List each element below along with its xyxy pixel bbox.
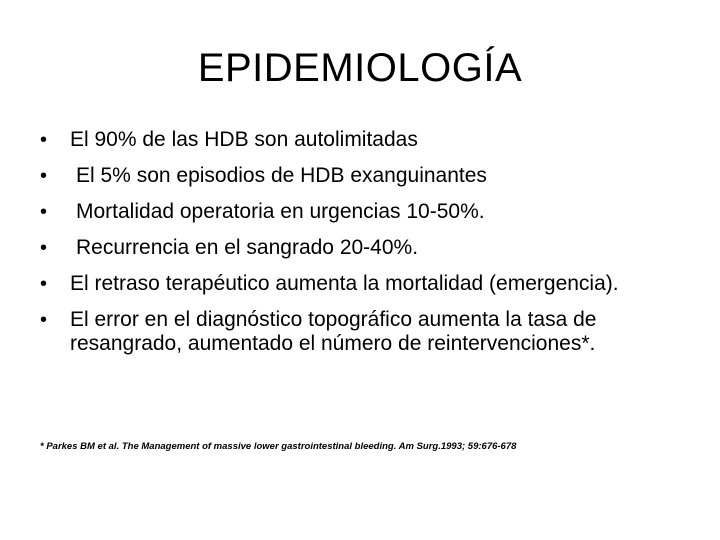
- slide-title: EPIDEMIOLOGÍA: [197, 46, 523, 90]
- bullet-item: [40, 236, 680, 260]
- bullet-icon: •: [40, 165, 48, 187]
- bullet-text: Recurrencia en el sangrado 20-40%.: [76, 236, 419, 259]
- bullet-text: El error en el diagnóstico topográfico aumenta la tasa de resangrado, aumentado el número de reintervenciones*.: [70, 308, 597, 355]
- bullet-item: [40, 308, 680, 356]
- bullet-icon: •: [40, 201, 48, 223]
- footnote-citation: * Parkes BM et al. The Management of massive lower gastrointestinal bleeding. Am Surg.1993; 59:676-678: [40, 441, 517, 452]
- bullet-item: [40, 164, 680, 188]
- bullet-text: El 90% de las HDB son autolimitadas: [70, 128, 418, 151]
- bullet-item: [40, 200, 680, 224]
- bullet-text: Mortalidad operatoria en urgencias 10-50%.: [76, 200, 485, 223]
- bullet-icon: •: [40, 237, 48, 259]
- bullet-text: El retraso terapéutico aumenta la mortalidad (emergencia).: [70, 272, 619, 295]
- bullet-icon: •: [40, 129, 48, 151]
- bullet-list: [40, 128, 680, 356]
- bullet-item: [40, 272, 680, 296]
- bullet-item: [40, 128, 680, 152]
- bullet-text: El 5% son episodios de HDB exanguinantes: [76, 164, 487, 187]
- bullet-icon: •: [40, 309, 48, 331]
- bullet-icon: •: [40, 273, 48, 295]
